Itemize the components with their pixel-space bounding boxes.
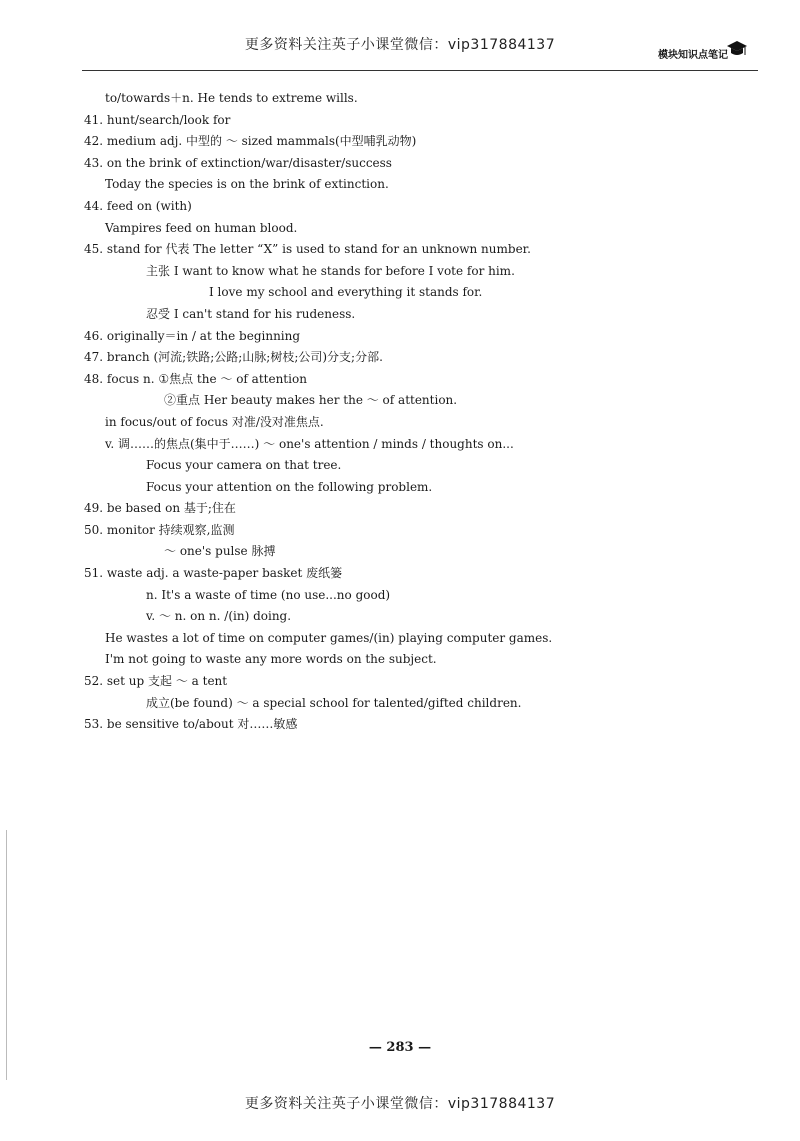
note-line: I love my school and everything it stands for. xyxy=(209,285,483,300)
scan-edge-mark xyxy=(6,830,7,1080)
note-line: 45. stand for 代表 The letter “X” is used to stand for an unknown number. xyxy=(84,242,531,257)
graduation-cap-icon xyxy=(726,38,748,60)
note-line: to/towards＋n. He tends to extreme wills. xyxy=(105,91,358,105)
note-line: 50. monitor 持续观察,监测 xyxy=(84,522,235,537)
note-line: 48. focus n. ①焦点 the ～ of attention xyxy=(84,371,307,386)
note-line: in focus/out of focus 对准/没对准焦点. xyxy=(105,414,324,429)
note-line: Vampires feed on human blood. xyxy=(105,220,298,235)
note-line: 52. set up 支起 ～ a tent xyxy=(84,674,228,689)
note-line: n. It's a waste of time (no use...no good) xyxy=(146,587,391,602)
note-line: 51. waste adj. a waste-paper basket 废纸篓 xyxy=(84,566,343,581)
note-line: ～ one's pulse 脉搏 xyxy=(164,544,276,559)
header-divider xyxy=(82,70,758,71)
note-line: 成立(be found) ～ a special school for talented/gifted children. xyxy=(146,695,522,710)
note-line: 42. medium adj. 中型的 ～ sized mammals(中型哺乳动物) xyxy=(84,134,417,149)
note-line: I'm not going to waste any more words on the subject. xyxy=(105,652,437,667)
watermark-top: 更多资料关注英子小课堂微信：vip317884137 xyxy=(244,37,556,53)
page-number: — 283 — xyxy=(368,1040,432,1055)
note-line: 44. feed on (with) xyxy=(84,198,192,213)
note-line: 43. on the brink of extinction/war/disaster/success xyxy=(84,155,392,170)
watermark-bottom: 更多资料关注英子小课堂微信：vip317884137 xyxy=(244,1096,556,1112)
note-line: 47. branch (河流;铁路;公路;山脉;树枝;公司)分支;分部. xyxy=(84,350,383,365)
note-line: v. ～ n. on n. /(in) doing. xyxy=(146,609,292,624)
note-line: 46. originally＝in / at the beginning xyxy=(84,328,301,343)
note-line: 忍受 I can't stand for his rudeness. xyxy=(146,306,356,321)
note-line: ②重点 Her beauty makes her the ～ of attention. xyxy=(164,393,458,408)
note-line: Focus your camera on that tree. xyxy=(146,458,342,473)
note-line: Today the species is on the brink of extinction. xyxy=(105,177,389,192)
module-notes-label: 模块知识点笔记 xyxy=(658,50,728,61)
note-line: 主张 I want to know what he stands for before I vote for him. xyxy=(146,263,515,278)
notes-body xyxy=(84,88,744,736)
note-line: 49. be based on 基于;住在 xyxy=(84,501,236,516)
note-line: Focus your attention on the following problem. xyxy=(146,479,433,494)
note-line: 53. be sensitive to/about 对……敏感 xyxy=(84,717,298,732)
note-line: 41. hunt/search/look for xyxy=(84,112,231,127)
note-line: v. 调……的焦点(集中于……) ～ one's attention / minds / thoughts on... xyxy=(105,436,514,451)
note-line: He wastes a lot of time on computer games/(in) playing computer games. xyxy=(105,630,553,645)
